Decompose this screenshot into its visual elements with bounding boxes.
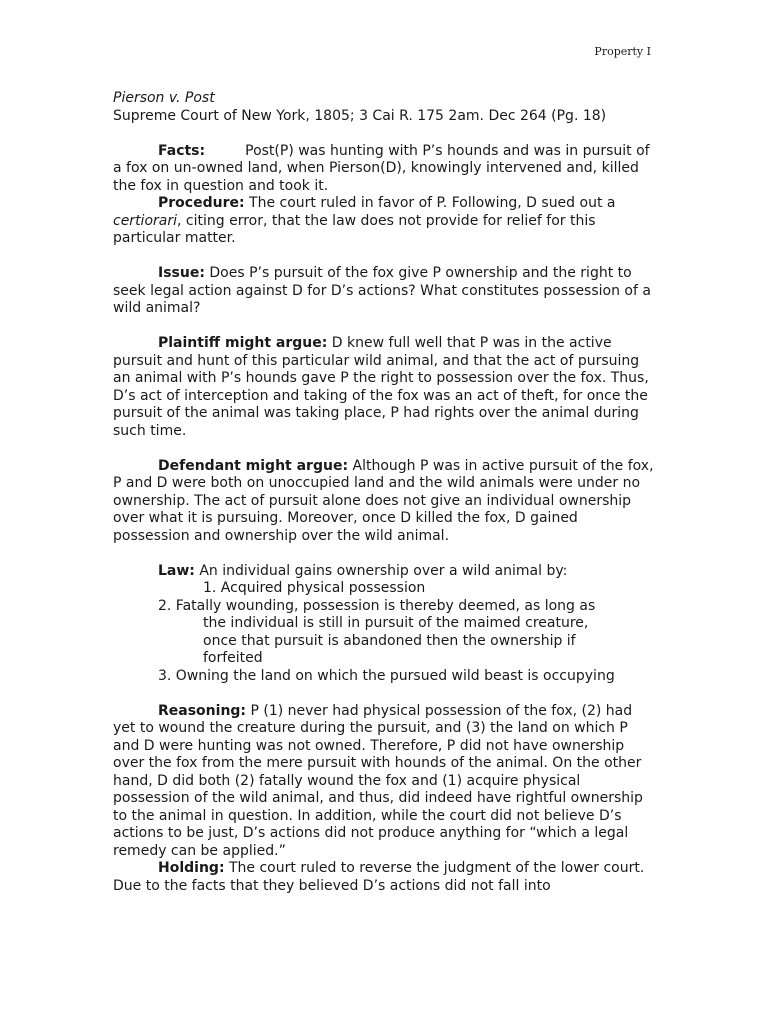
law-item-2-line-4: forfeited bbox=[203, 650, 263, 666]
law-item-2-line-3: once that pursuit is abandoned then the ownership if bbox=[203, 632, 576, 649]
case-title: Pierson v. Post bbox=[113, 90, 215, 106]
facts-text: Post(P) was hunting with P’s hounds and was in pursuit of a fox on un-owned land, when Pierson(D), knowingly intervened and, killed the fox in question and took it. bbox=[113, 142, 650, 194]
holding-text: The court ruled to reverse the judgment of the lower court. Due to the facts that they believed D’s actions did not fall into bbox=[113, 860, 645, 894]
defendant-paragraph bbox=[113, 458, 658, 546]
law-intro bbox=[113, 563, 658, 581]
procedure-text-rest: , citing error, that the law does not provide for relief for this particular matter. bbox=[113, 212, 596, 246]
issue-label: Issue: bbox=[158, 265, 205, 281]
facts-paragraph bbox=[113, 143, 658, 196]
reasoning-label: Reasoning: bbox=[158, 702, 247, 719]
plaintiff-text: D knew full well that P was in the active pursuit and hunt of this particular wild animal, and that the act of pursuing an animal with P’s hounds gave P the right to possession over the fox. Thus, D’s act of interception and taking of the fox was an act of theft, for once the pursuit of the animal was taking place, P had rights over the animal during such time. bbox=[113, 335, 649, 439]
procedure-paragraph bbox=[113, 195, 658, 248]
issue-text: Does P’s pursuit of the fox give P ownership and the right to seek legal action against D for D’s actions? What constitutes possession of a wild animal? bbox=[113, 265, 651, 316]
law-intro-text: An individual gains ownership over a wild animal by: bbox=[194, 562, 568, 579]
law-item-1: 1. Acquired physical possession bbox=[203, 580, 426, 596]
case-citation: Supreme Court of New York, 1805; 3 Cai R. 175 2am. Dec 264 (Pg. 18) bbox=[113, 107, 607, 124]
law-section bbox=[113, 563, 658, 686]
reasoning-paragraph bbox=[113, 703, 658, 861]
case-brief bbox=[113, 90, 658, 895]
procedure-text: The court ruled in favor of P. Following, D sued out a bbox=[244, 195, 616, 211]
issue-paragraph bbox=[113, 265, 658, 318]
law-item-3: 3. Owning the land on which the pursued wild beast is occupying bbox=[158, 667, 615, 684]
reasoning-text: P (1) never had physical possession of the fox, (2) had yet to wound the creature during the pursuit, and (3) the land on which P and D were hunting was not owned. Therefore, P did not have ownership over the fox from the mere pursuit with hounds of the animal. On the other hand, D did both (2) fatally wound the fox and (1) acquire physical possession of the wild animal, and thus, did indeed have rightful ownership to the animal in question. In addition, while the court did not believe D’s actions to be just, D’s actions did not produce anything for “which a legal remedy can be applied.” bbox=[113, 702, 643, 859]
certiorari-term: certiorari bbox=[113, 212, 177, 229]
holding-label: Holding: bbox=[158, 860, 225, 876]
law-item-2: 2. Fatally wounding, possession is thereby deemed, as long as bbox=[158, 597, 596, 614]
defendant-text: Although P was in active pursuit of the fox, P and D were both on unoccupied land and the wild animals were under no ownership. The act of pursuit alone does not give an individual ownership over what it is pursuing. Moreover, once D killed the fox, D gained possession and ownership over the wild animal. bbox=[113, 457, 654, 544]
procedure-label: Procedure: bbox=[158, 195, 245, 211]
plaintiff-paragraph bbox=[113, 335, 658, 440]
facts-label: Facts: bbox=[158, 142, 206, 159]
holding-paragraph bbox=[113, 860, 658, 895]
plaintiff-label: Plaintiff might argue: bbox=[158, 335, 328, 351]
law-item-2-line-2: the individual is still in pursuit of the maimed creature, bbox=[203, 615, 589, 631]
law-label: Law: bbox=[158, 562, 195, 579]
running-head: Property I bbox=[594, 45, 651, 58]
defendant-label: Defendant might argue: bbox=[158, 457, 349, 474]
